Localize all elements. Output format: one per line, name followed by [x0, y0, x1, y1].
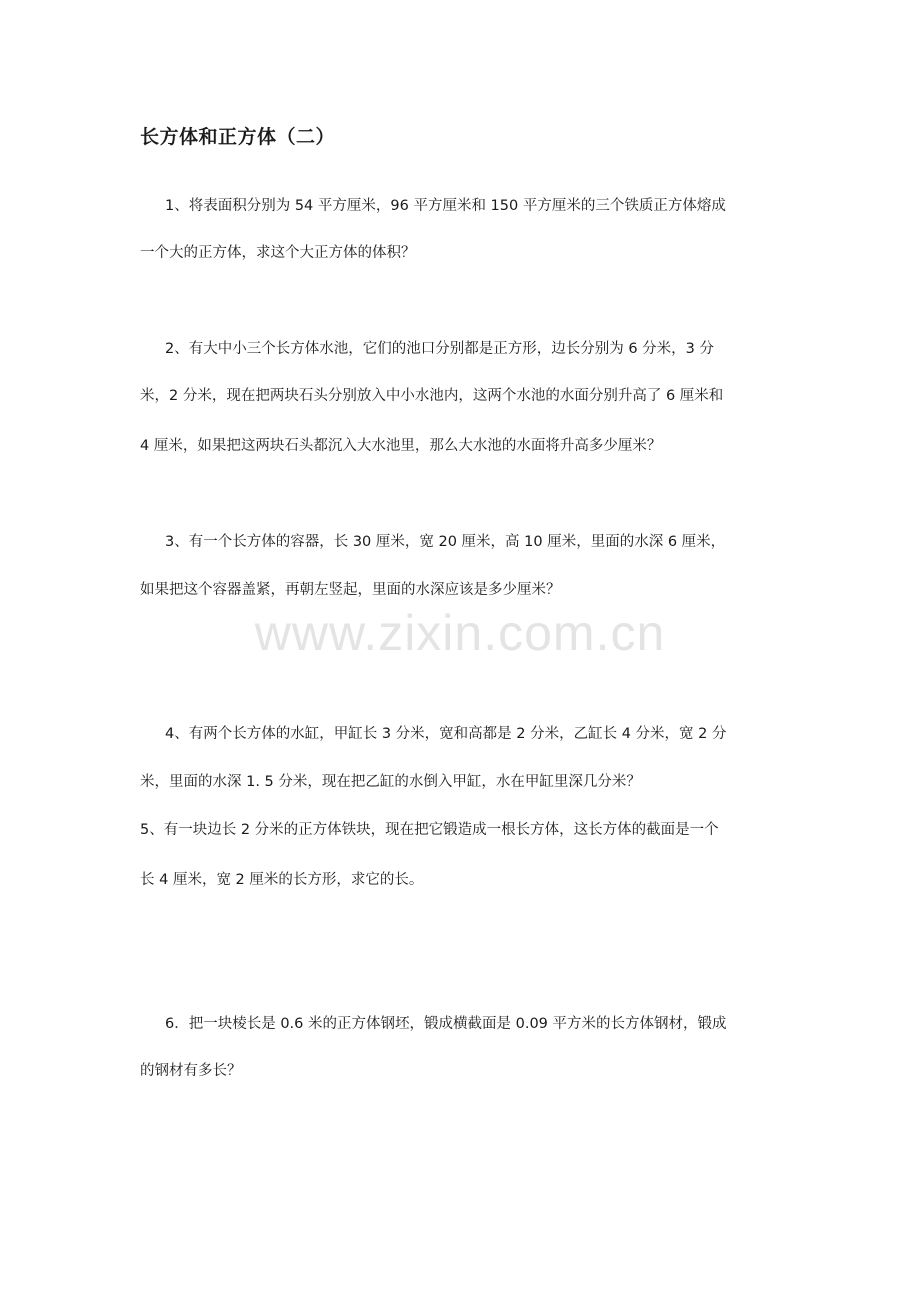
question-2-line-1: 2、有大中小三个长方体水池，它们的池口分别都是正方形，边长分别为 6 分米，3 分: [165, 341, 715, 357]
document-title: 长方体和正方体（二）: [140, 126, 336, 148]
question-6-line-1: 6．把一块棱长是 0.6 米的正方体钢坯，锻成横截面是 0.09 平方米的长方体钢材，锻成: [165, 1016, 727, 1032]
question-3-line-1: 3、有一个长方体的容器，长 30 厘米，宽 20 厘米，高 10 厘米，里面的水深 6 厘米，: [165, 534, 726, 550]
question-4-line-2: 米，里面的水深 1. 5 分米，现在把乙缸的水倒入甲缸，水在甲缸里深几分米？: [140, 774, 641, 790]
question-5-line-1: 5、有一块边长 2 分米的正方体铁块，现在把它锻造成一根长方体，这长方体的截面是一个: [140, 822, 719, 838]
question-6-line-2: 的钢材有多长？: [140, 1063, 242, 1079]
question-1-line-1: 1、将表面积分别为 54 平方厘米，96 平方厘米和 150 平方厘米的三个铁质正方体熔成: [165, 198, 726, 214]
question-4-line-1: 4、有两个长方体的水缸，甲缸长 3 分米，宽和高都是 2 分米，乙缸长 4 分米，宽 2 分: [165, 726, 727, 742]
watermark: www.zixin.com.cn: [254, 605, 666, 661]
question-5-line-2: 长 4 厘米，宽 2 厘米的长方形，求它的长。: [140, 872, 424, 888]
question-2-line-3: 4 厘米，如果把这两块石头都沉入大水池里，那么大水池的水面将升高多少厘米？: [140, 438, 662, 454]
question-2-line-2: 米，2 分米，现在把两块石头分别放入中小水池内，这两个水池的水面分别升高了 6 厘米和: [140, 388, 724, 404]
question-3-line-2: 如果把这个容器盖紧，再朝左竖起，里面的水深应该是多少厘米？: [140, 582, 561, 598]
question-1-line-2: 一个大的正方体，求这个大正方体的体积？: [140, 245, 416, 261]
